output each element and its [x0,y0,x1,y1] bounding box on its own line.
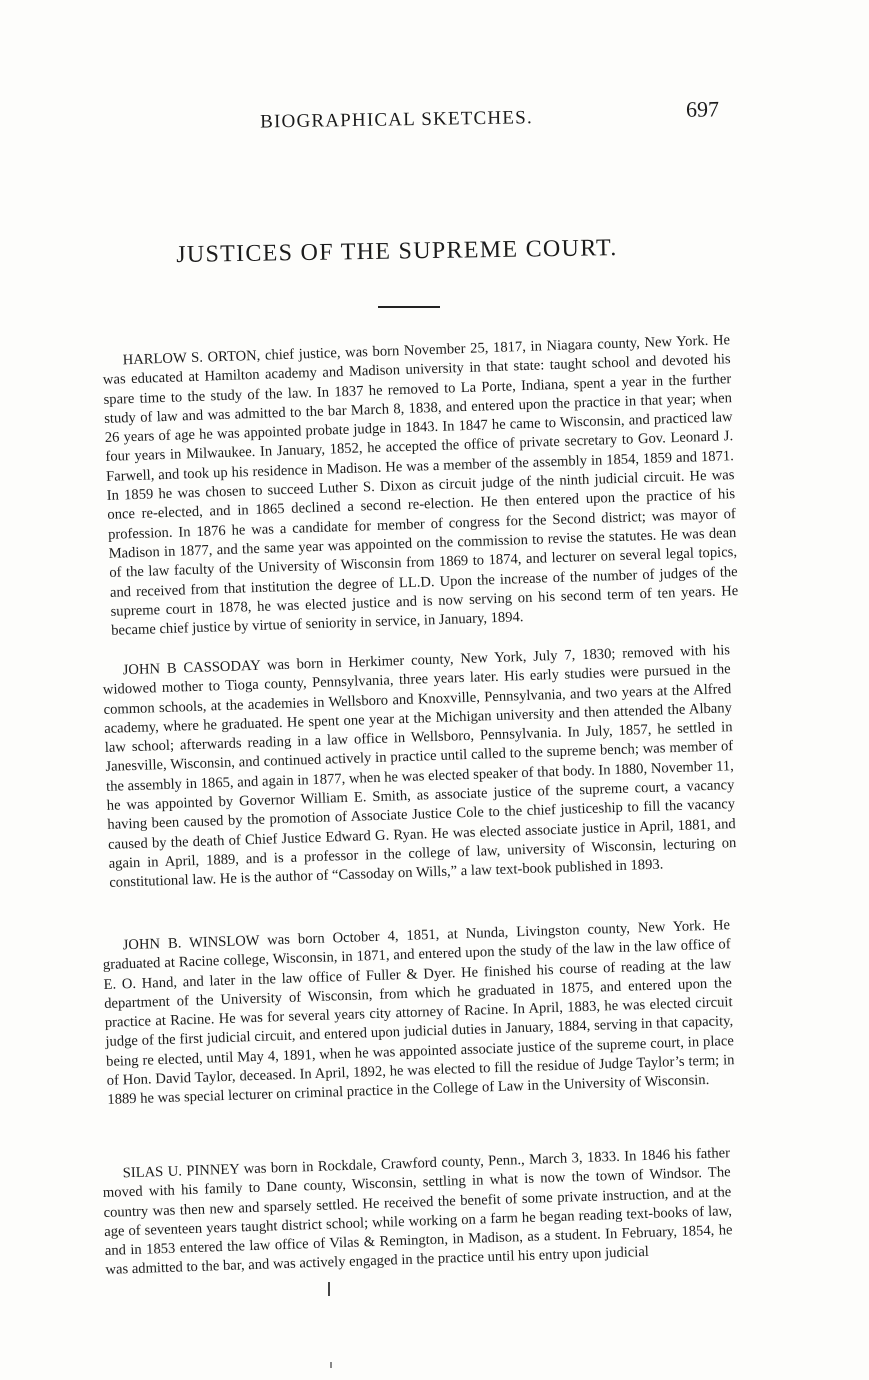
biography-text: JOHN B. WINSLOW was born October 4, 1851, at Nunda, Livingston county, New York. He graduated at Racine college, Wisconsin, in 1871, and entered upon the study of the law in the law office of E. O. Hand, and later in the law office of Fuller & Dyer. He finished his course of reading at the law department of the University of Wisconsin, from which he graduated in 1875, and entered upon the practice at Racine. He was for several years city attorney of Racine. In April, 1883, he was elected circuit judge of the first judicial circuit, and entered upon judicial duties in January, 1884, serving in that capacity, being re elected, until May 4, 1891, when he was appointed associate justice of the supreme court, in place of Hon. David Taylor, deceased. In April, 1892, he was elected to fill the residue of Judge Taylor’s term; in 1889 he was special lecturer on criminal practice in the College of Law in the University of Wisconsin. [102,917,735,1109]
running-title: BIOGRAPHICAL SKETCHES. [260,107,534,133]
running-head [100,96,740,142]
biography-text: SILAS U. PINNEY was born in Rockdale, Crawford county, Penn., March 3, 1833. In 1846 his father moved with his family to Dane county, Wisconsin, settling in what is now the town of Windsor. The country was then new and sparsely settled. He received the benefit of some private instruction, and at the age of seventeen years taught district school; while working on a farm he began reading text-books of law, and in 1853 entered the law office of Vilas & Remington, in Madison, as a student. In February, 1854, he was admitted to the bar, and was actively engaged in the practice until his entry upon judicial [102,1145,733,1279]
title-rule [378,306,440,308]
section-title: JUSTICES OF THE SUPREME COURT. [176,235,618,268]
page-number: 697 [685,96,720,122]
biography-winslow [102,916,735,1110]
biography-text: HARLOW S. ORTON, chief justice, was born November 25, 1817, in Niagara county, New York. He was educated at Hamilton academy and Madison university in that state: taught school and devoted his spare time to the study of the law. In 1837 he removed to La Porte, Indiana, spent a year in the further study of law and was admitted to the bar March 8, 1838, and entered upon the practice in that year; when 26 years of age he was appointed probate judge in 1843. In 1847 he came to Wisconsin, and practiced law four years in Milwaukee. In January, 1852, he accepted the office of private secretary to Gov. Leonard J. Farwell, and took up his residence in Madison. He was a member of the assembly in 1854, 1859 and 1871. In 1859 he was chosen to succeed Luther S. Dixon as circuit judge of the ninth judicial circuit. He was once re-elected, and in 1865 declined a second re-election. He then entered upon the practice of his profession. In 1876 he was a candidate for member of congress for the Second district; was mayor of Madison in 1877, and the same year was appointed on the commission to revise the statutes. He was dean of the law faculty of the University of Wisconsin from 1869 to 1874, and lecturer on several legal topics, and received from that institution the degree of LL.D. Upon the increase of the number of judges of the supreme court in 1878, he was elected justice and is now serving on his second term of ten years. He became chief justice by virtue of seniority in service, in January, 1894. [102,332,739,639]
biography-cassoday [102,641,737,893]
biography-orton [102,331,739,641]
biography-text: JOHN B CASSODAY was born in Herkimer county, New York, July 7, 1830; removed with his widowed mother to Tioga county, Pennsylvania, three years later. His early studies were pursued in the common schools, at the academies in Wellsboro and Knoxville, Pennsylvania, and two years at the Alfred academy, where he graduated. He spent one year at the Michigan university and then attended the Albany law school; afterwards reading in a law office in Wellsboro, Pennsylvania. In July, 1857, he settled in Janesville, Wisconsin, and continued actively in practice until called to the supreme bench; was member of the assembly in 1865, and again in 1877, when he was elected speaker of that body. In 1880, November 11, he was appointed by Governor William E. Smith, as associate justice of the supreme court, a vacancy having been caused by the promotion of Associate Justice Cole to the chief justiceship to fill the vacancy caused by the death of Chief Justice Edward G. Ryan. He was elected associate justice in April, 1881, and again in April, 1889, and is a professor in the college of law, university of Wisconsin, lecturing on constitutional law. He is the author of “Cassoday on Wills,” a law text-book published in 1893. [102,642,737,892]
gutter-mark [330,1362,332,1368]
gutter-mark [328,1282,330,1296]
biography-pinney [102,1144,733,1281]
